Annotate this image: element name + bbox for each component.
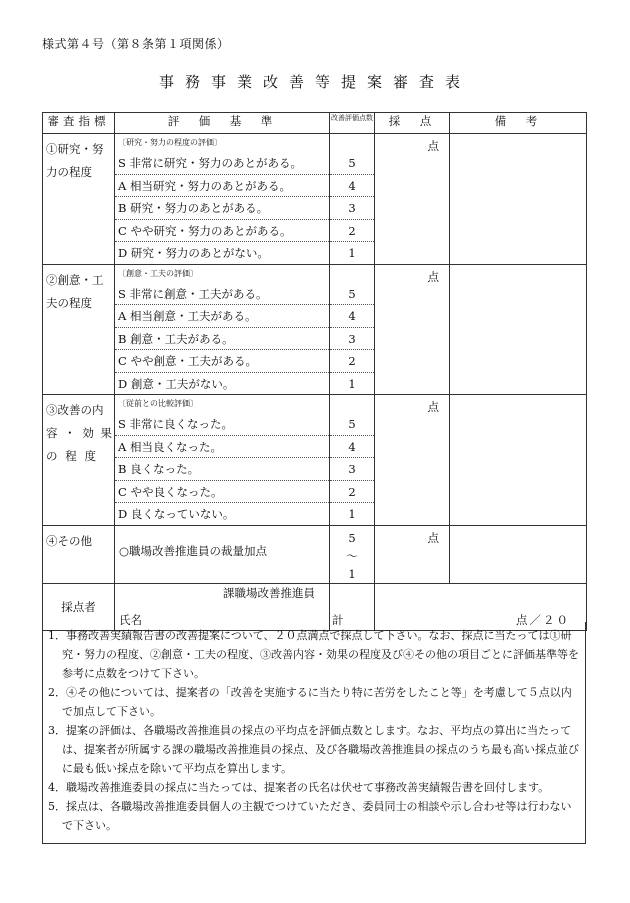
points-value: ～ [346, 548, 358, 563]
criteria-cell [115, 134, 330, 265]
criteria-row: D 良くなっていない。 [118, 507, 235, 521]
points-value: 3 [330, 197, 374, 220]
criteria-row: B 良くなった。 [115, 458, 329, 481]
scorer-label: 採点者 [43, 583, 115, 630]
header-row [43, 113, 587, 134]
points-value: 1 [348, 566, 356, 581]
indicator-line: の程度 [46, 449, 96, 463]
other-item: ○職場改善推進員の裁量加点 [119, 543, 268, 558]
note-item: 4．職場改善推進委員の採点に当たっては、提案者の氏名は伏せて事務改善実績報告書を回付します。 [48, 781, 550, 794]
criteria-row: C やや創意・工夫がある。 [115, 350, 329, 373]
remarks-field[interactable] [450, 525, 587, 583]
indicator-other: ④その他 [43, 525, 115, 583]
criteria-row: C やや良くなった。 [115, 481, 329, 504]
points-value: 2 [330, 481, 374, 504]
score-field[interactable]: 点 [375, 134, 450, 265]
note-item: 2．④その他については、提案者の「改善を実施するに当たり特に苦労をしたこと等」を考慮して５点以内で加点して下さい。 [48, 686, 572, 718]
header-indicator: 審査指標 [43, 113, 115, 134]
other-points [330, 525, 375, 583]
points-value: 1 [348, 376, 356, 391]
section-improvement [43, 395, 587, 526]
indicator-creativity: ②創意・工夫の程度 [43, 264, 115, 395]
criteria-row: S 非常に良くなった。 [115, 413, 329, 436]
scorer-dept: 課職場改善推進員 [223, 585, 315, 600]
criteria-row: S 非常に創意・工夫がある。 [115, 283, 329, 306]
criteria-title: 〔従前との比較評価〕 [118, 399, 198, 408]
criteria-cell [115, 264, 330, 395]
remarks-field[interactable] [450, 264, 587, 395]
criteria-title: 〔研究・努力の程度の評価〕 [118, 138, 222, 147]
points-value: 3 [330, 458, 374, 481]
points-value: 4 [330, 305, 374, 328]
remarks-field[interactable] [450, 134, 587, 265]
points-value: 5 [330, 283, 374, 306]
points-value: 3 [330, 328, 374, 351]
criteria-cell [115, 395, 330, 526]
criteria-row: A 相当研究・努力のあとがある。 [115, 175, 329, 198]
points-value: 5 [348, 530, 356, 545]
indicator-line: ③改善の内 [46, 403, 104, 417]
criteria-row: A 相当創意・工夫がある。 [115, 305, 329, 328]
document-title: 事務事業改善等提案審査表 [158, 73, 471, 91]
header-points: 改善評価点数 [330, 113, 375, 134]
section-other [43, 525, 587, 583]
score-field[interactable]: 点 [375, 395, 450, 526]
header-criteria: 評 価 基 準 [115, 113, 330, 134]
evaluation-table [42, 112, 587, 631]
indicator-research: ①研究・努力の程度 [43, 134, 115, 265]
criteria-row: A 相当良くなった。 [115, 436, 329, 459]
criteria-row: B 創意・工夫がある。 [115, 328, 329, 351]
header-remarks: 備 考 [450, 113, 587, 134]
points-value: 1 [348, 507, 356, 521]
remarks-field[interactable] [450, 395, 587, 526]
points-cell [330, 395, 375, 526]
indicator-improvement [43, 395, 115, 526]
points-value: 1 [348, 246, 356, 260]
criteria-row: S 非常に研究・努力のあとがある。 [115, 152, 329, 175]
criteria-row: D 研究・努力のあとがない。 [118, 246, 269, 260]
form-number: 様式第４号（第８条第１項関係） [42, 37, 230, 51]
total-label: 計 [332, 612, 344, 627]
points-cell [330, 134, 375, 265]
score-field[interactable]: 点 [375, 525, 450, 583]
points-cell [330, 264, 375, 395]
points-value: 2 [330, 350, 374, 373]
criteria-row: C やや研究・努力のあとがある。 [115, 220, 329, 243]
scorer-name-label: 氏名 [119, 612, 142, 627]
criteria-row: D 創意・工夫がない。 [118, 376, 235, 391]
section-creativity [43, 264, 587, 395]
points-value: 4 [330, 175, 374, 198]
points-value: 5 [330, 413, 374, 436]
total-score: 点／２０ [516, 612, 570, 627]
points-value: 5 [330, 152, 374, 175]
criteria-title: 〔創意・工夫の評価〕 [118, 268, 198, 278]
header-score: 採 点 [375, 113, 450, 134]
other-item-cell [115, 525, 330, 583]
points-value: 4 [330, 436, 374, 459]
note-item: 1．事務改善実績報告書の改善提案について、２０点満点で採点して下さい。なお、採点に当たっては①研究・努力の程度、②創意・工夫の程度、③改善内容・効果の程度及び④その他の項目ごとに評価基準等を参考に点数をつけて下さい。 [48, 629, 579, 680]
notes-section [42, 622, 586, 844]
points-value: 2 [330, 220, 374, 243]
criteria-row: B 研究・努力のあとがある。 [115, 197, 329, 220]
score-field[interactable]: 点 [375, 264, 450, 395]
indicator-line: 容・効果 [46, 426, 112, 440]
section-research [43, 134, 587, 265]
note-item: 5．採点は、各職場改善推進委員個人の主観でつけていただき、委員同士の相談や示し合わせ等は行わないで下さい。 [48, 800, 572, 832]
note-item: 3．提案の評価は、各職場改善推進員の採点の平均点を評価点数とします。なお、平均点の算出に当たっては、提案者が所属する課の職場改善推進員の採点、及び各職場改善推進員の採点のうち最も高い採点並びに最も低い採点を除いて平均点を算出します。 [48, 724, 579, 775]
